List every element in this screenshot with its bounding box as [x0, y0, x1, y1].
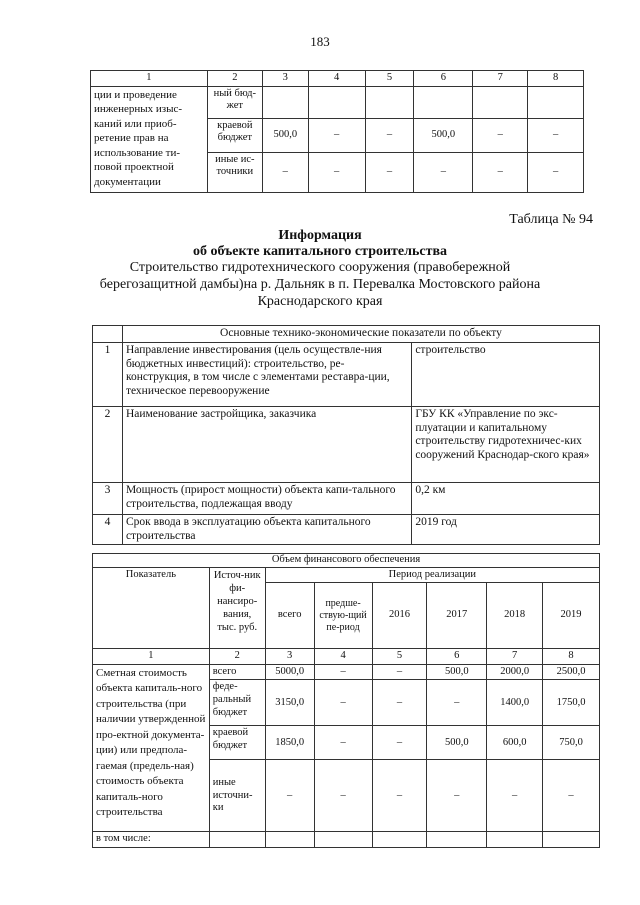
text-line: ции и проведение	[94, 88, 177, 101]
source-cell: ный бюд- жет	[207, 86, 262, 118]
value-cell	[308, 86, 365, 118]
col-number: 3	[265, 649, 314, 665]
year-header: 2019	[543, 583, 600, 649]
value-cell	[265, 832, 314, 848]
table-row	[93, 482, 600, 514]
col-header: 5	[365, 71, 414, 87]
indicator-cell: Сметная стоимость объекта капиталь-ного строительства (при наличии утвержденной про-ектной документа-ции) или предпола-гаемая (предель-ная) стоимость объекта капиталь-ного строительства	[93, 664, 210, 832]
value-cell: 1850,0	[265, 726, 314, 760]
blank-cell	[93, 326, 123, 343]
total-column-header: всего	[265, 583, 314, 649]
table-label: Таблица № 94	[509, 212, 593, 227]
value-cell	[427, 832, 487, 848]
col-number: 5	[372, 649, 427, 665]
text-line: ретение прав на	[94, 132, 169, 145]
row-number: 1	[93, 342, 123, 406]
indicator-value: 0,2 км	[412, 482, 600, 514]
source-cell: иные источни-ки	[209, 760, 265, 832]
value-cell: 500,0	[262, 118, 308, 152]
value-cell: 750,0	[543, 726, 600, 760]
indicator-column-header: Показатель	[93, 567, 210, 649]
header-row	[91, 71, 584, 87]
value-cell: –	[372, 760, 427, 832]
col-number: 8	[543, 649, 600, 665]
text-line: каний или приоб-	[94, 117, 177, 130]
col-number: 4	[314, 649, 372, 665]
value-cell: –	[308, 152, 365, 192]
value-cell: –	[372, 664, 427, 680]
value-cell	[314, 832, 372, 848]
value-cell: 2500,0	[543, 664, 600, 680]
table-row	[93, 664, 600, 680]
row-number: 3	[93, 482, 123, 514]
value-cell: 500,0	[427, 664, 487, 680]
col-header: 8	[528, 71, 584, 87]
value-cell: 600,0	[487, 726, 543, 760]
year-header: 2018	[487, 583, 543, 649]
value-cell: 1750,0	[543, 680, 600, 726]
indicator-name: Мощность (прирост мощности) объекта капи-тального строительства, подлежащая вводу	[122, 482, 411, 514]
top-continuation-table	[90, 70, 584, 193]
text-line: использование ти-	[94, 146, 180, 159]
value-cell: –	[314, 726, 372, 760]
col-header: 4	[308, 71, 365, 87]
text-line: документации	[94, 175, 161, 188]
value-cell: –	[543, 760, 600, 832]
col-number: 6	[427, 649, 487, 665]
value-cell: –	[414, 152, 473, 192]
value-cell	[487, 832, 543, 848]
finance-table	[92, 553, 600, 848]
value-cell	[209, 832, 265, 848]
value-cell: 1400,0	[487, 680, 543, 726]
value-cell: 500,0	[427, 726, 487, 760]
value-cell	[365, 86, 414, 118]
source-column-header: Источ-ник фи-нансиро-вания, тыс. руб.	[209, 567, 265, 649]
value-cell: –	[487, 760, 543, 832]
period-header: Период реализации	[265, 567, 599, 583]
indicator-name: Направление инвестирования (цель осуществле-ния бюджетных инвестиций): строительство, ре-конструкция, в том числе с элементами реставра-ции, техническое перевооружение	[122, 342, 411, 406]
indicators-table	[92, 325, 600, 545]
table-row	[93, 342, 600, 406]
col-header: 3	[262, 71, 308, 87]
col-number: 7	[487, 649, 543, 665]
page-number: 183	[310, 34, 330, 49]
value-cell: –	[308, 118, 365, 152]
value-cell	[414, 86, 473, 118]
table-row	[91, 86, 584, 118]
col-header: 7	[473, 71, 528, 87]
indicator-name: Наименование застройщика, заказчика	[122, 406, 411, 482]
value-cell: –	[528, 118, 584, 152]
source-cell: всего	[209, 664, 265, 680]
col-number: 1	[93, 649, 210, 665]
value-cell: –	[314, 760, 372, 832]
value-cell	[543, 832, 600, 848]
col-header: 2	[207, 71, 262, 87]
value-cell: –	[262, 152, 308, 192]
value-cell: –	[427, 680, 487, 726]
table-header-row	[93, 554, 600, 568]
indicator-cell	[91, 86, 208, 192]
source-cell: краевой бюджет	[209, 726, 265, 760]
heading-line: берегозащитной дамбы)на р. Дальняк в п. Перевалка Мостовского района	[99, 277, 541, 292]
source-cell: краевой бюджет	[207, 118, 262, 152]
source-cell: иные ис- точники	[207, 152, 262, 192]
table-header-row	[93, 326, 600, 343]
indicator-value: строительство	[412, 342, 600, 406]
value-cell: –	[473, 118, 528, 152]
value-cell: –	[365, 118, 414, 152]
value-cell: 3150,0	[265, 680, 314, 726]
finance-header: Объем финансового обеспечения	[93, 554, 600, 568]
year-header: 2017	[427, 583, 487, 649]
indicator-name: Срок ввода в эксплуатацию объекта капитального строительства	[122, 514, 411, 545]
heading-subtitle: об объекте капитального строительства	[192, 244, 448, 259]
value-cell: –	[314, 680, 372, 726]
previous-period-header: предше-ствую-щий пе-риод	[314, 583, 372, 649]
value-cell: 2000,0	[487, 664, 543, 680]
value-cell: –	[473, 152, 528, 192]
heading-line: Строительство гидротехнического сооружения (правобережной	[129, 260, 511, 275]
value-cell	[372, 832, 427, 848]
value-cell	[528, 86, 584, 118]
value-cell: –	[365, 152, 414, 192]
indicator-value: 2019 год	[412, 514, 600, 545]
heading-title: Информация	[278, 228, 362, 243]
value-cell: –	[372, 680, 427, 726]
col-number: 2	[209, 649, 265, 665]
row-number: 2	[93, 406, 123, 482]
value-cell: 5000,0	[265, 664, 314, 680]
heading-line: Краснодарского края	[257, 294, 383, 309]
year-header: 2016	[372, 583, 427, 649]
heading-object-name	[0, 259, 640, 310]
value-cell: –	[265, 760, 314, 832]
value-cell: –	[372, 726, 427, 760]
table-row	[93, 832, 600, 848]
indicators-header: Основные технико-экономические показатели по объекту	[122, 326, 599, 343]
value-cell: 500,0	[414, 118, 473, 152]
value-cell	[262, 86, 308, 118]
row-number: 4	[93, 514, 123, 545]
value-cell: –	[528, 152, 584, 192]
text-line: инженерных изыс-	[94, 103, 183, 116]
table-header-row	[93, 567, 600, 583]
table-row	[93, 514, 600, 545]
column-number-row	[93, 649, 600, 665]
text-line: повой проектной	[94, 161, 174, 174]
col-header: 6	[414, 71, 473, 87]
value-cell: –	[314, 664, 372, 680]
including-label: в том числе:	[93, 832, 210, 848]
value-cell: –	[427, 760, 487, 832]
indicator-value: ГБУ КК «Управление по экс-плуатации и капитальному строительству гидротехничес-ких сооружений Краснодар-ского края»	[412, 406, 600, 482]
table-row	[93, 406, 600, 482]
value-cell	[473, 86, 528, 118]
col-header: 1	[91, 71, 208, 87]
source-cell: феде-ральный бюджет	[209, 680, 265, 726]
